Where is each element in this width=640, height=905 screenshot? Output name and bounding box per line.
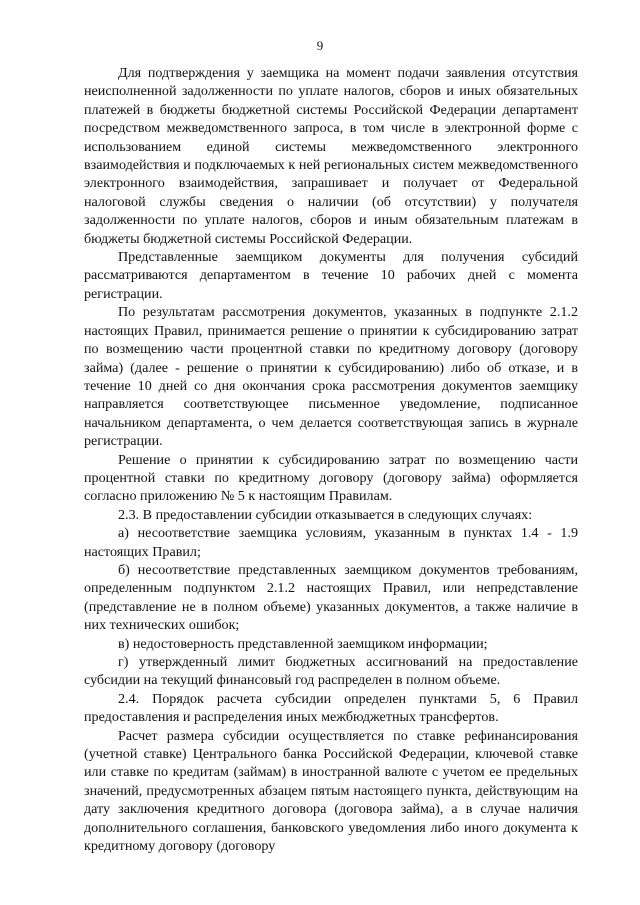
list-item-refusal-v: в) недостоверность представленной заемщиком информации;	[118, 635, 488, 652]
paragraph-calculation-procedure: 2.4. Порядок расчета субсидии определен пунктами 5, 6 Правил предоставления и распределения иных межбюджетных трансфертов.	[84, 690, 578, 726]
list-item-refusal-g: г) утвержденный лимит бюджетных ассигнований на предоставление субсидии на текущий финансовый год распределен в полном объеме.	[84, 654, 578, 689]
paragraph-decision-form: Решение о принятии к субсидированию затрат по возмещению части процентной ставки по кредитному договору (договору займа) оформляется согласно приложению № 5 к настоящим Правилам.	[84, 451, 578, 505]
page-number: 9	[316, 38, 324, 53]
document-body	[84, 64, 578, 855]
paragraph-tax-debt-verification: Для подтверждения у заемщика на момент подачи заявления отсутствия неисполненной задолженности по уплате налогов, сборов и иных обязательных платежей в бюджеты бюджетной системы Российской Федерации департамент посредством межведомственного запроса, в том числе в электронной форме с использованием единой системы межведомственного электронного взаимодействия и подключаемых к ней региональных систем межведомственного электронного взаимодействия, запрашивает и получает от Федеральной налоговой службы сведения о наличии (об отсутствии) у получателя задолженности по уплате налогов, сборов и иным обязательным платежам в бюджеты бюджетной системы Российской Федерации.	[84, 65, 578, 247]
paragraph-review-results: По результатам рассмотрения документов, указанных в подпункте 2.1.2 настоящих Правил, принимается решение о принятии к субсидированию затрат по возмещению части процентной ставки по кредитному договору (договору займа) (далее - решение о принятии к субсидированию) либо об отказе, и в течение 10 дней со дня окончания срока рассмотрения документов заемщику направляется соответствующее письменное уведомление, подписанное начальником департамента, о чем делается соответствующая запись в журнале регистрации.	[84, 304, 578, 450]
paragraph-refusal-heading: 2.3. В предоставлении субсидии отказывается в следующих случаях:	[118, 506, 533, 523]
paragraph-review-period: Представленные заемщиком документы для получения субсидий рассматриваются департаментом в течение 10 рабочих дней с момента регистрации.	[84, 249, 578, 302]
paragraph-subsidy-rate-calculation: Расчет размера субсидии осуществляется по ставке рефинансирования (учетной ставке) Центрального банка Российской Федерации, ключевой ставке или ставке по кредитам (займам) в иностранной валюте с учетом ее предельных значений, предусмотренных абзацем пятым настоящего пункта, действующим на дату заключения кредитного договора (договора займа), а в случае наличия дополнительного соглашения, банковского уведомления либо иного документа к кредитному договору (договору	[84, 727, 578, 855]
list-item-refusal-a: а) несоответствие заемщика условиям, указанным в пунктах 1.4 - 1.9 настоящих Правил;	[84, 525, 578, 560]
list-item-refusal-b: б) несоответствие представленных заемщиком документов требованиям, определенным подпунктом 2.1.2 настоящих Правил, или непредставление (представление не в полном объеме) указанных документов, а также наличие в них технических ошибок;	[84, 561, 578, 634]
